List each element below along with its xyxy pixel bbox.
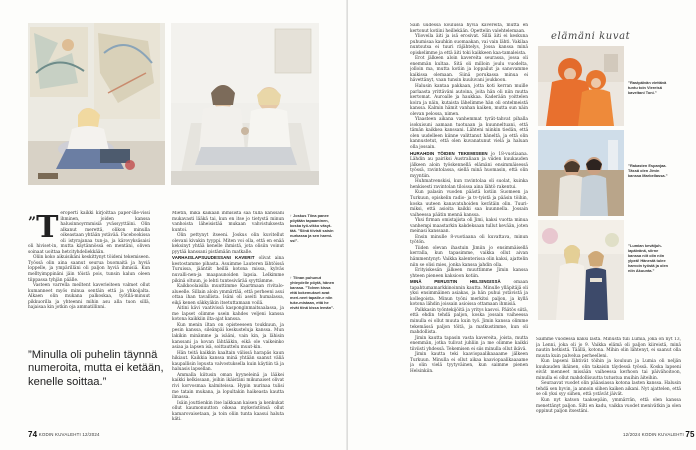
article-column-3 — [410, 23, 528, 423]
page-number-left: 74 — [28, 430, 38, 439]
photo-woman-with-paintings-graphic — [28, 23, 165, 185]
article-column-1 — [28, 211, 150, 347]
col3-paragraph-10: Ensin minulle 8-vuotiaana oli kuvattava, minun työtön. — [410, 234, 528, 246]
col3-paragraph-8: Kun palasin vuoden päästä kotiin Suomeen ja Turkuun, opiskelin radio- ja tv-tyistä ja pääsin töihin, koska uuteen kanavatuhoiden kerätäin olin. Tuuri-miksi, että asioita kaikki saa kuunnella. Jossain vaiheessa päätin mennä kanssa. — [410, 190, 528, 218]
col3-paragraph-3: Erot jälkeen aloin kavereita seurassa, jossa oli enemmän kultaa. Sitä oli milloin joulu vuodelta, jolloin ma, mutta kotiin ja loppailut ja sanovamme kaikissa olemaan. Siinä porukassa minua ei hävettänyt, vaan tunsin kuuluvani joukkoon. — [410, 56, 528, 84]
col2-paragraph-9: Isäin jouttienkin itse laikkaan kaisen ja kenkukat ollut kaumonuutton oikeaa mykeristönsä ollut kamarovaisetaan, ja toin oliin tunta kaasui haluta käti. — [172, 400, 284, 423]
col4-paragraph-4: Jimin kautta teki kaaviopaalikaaaame jälkeen Turkuun. Minulla ei ollut aikaa kaaviopaalikaaaame ja olin vielä tyytyväinen, kun saimme pienen Helsinkiin. — [410, 352, 528, 374]
caption-left-2: ↑ Tiinan puhunut yhteydelle pöytä, hänen kanssa. ”Tolven kissa että kokemukset avat meri-neet tapaile-e niin tuke-mistaan, että he eivät tiinä kissa lemän”. — [290, 275, 335, 310]
col5-paragraph-1: Saimme vuodessa kaksi lasta. Minusta tuli Lumia, joka on nyt 13, ja Lenni, joka oli jo 9. Vaikka elämä oli paljon kiireistä, minä nautin hetkistä. Täällä, kotona. Mihin olin lähtenyt, ei saanut olla muuta kuin palvelua perheelleni. — [536, 337, 681, 359]
col2-paragraph-8: Ammalla kiitusin oman kyyneleinä ja lääkei kaikki kelkissaan, joihin ikäistäni mikunaiset olivat rivi korvosmaa kalmiteissa. Hypin nurinaa tulisi me tatain mukana, ja lopultakin haikeasta kautta ilmassa. — [172, 372, 284, 401]
photo-couple-marbella-graphic — [538, 130, 624, 216]
article-column-2 — [172, 211, 284, 423]
photo-couple-marbella — [538, 130, 624, 216]
col4-paragraph-1: omaan tapahtumamarkkinoinnin kautta. Minulle ylläpitäjä oli yksi ensimmäinen asiakas, ja hän puhui ystävistä ja kollegoista. Minun työni merkitsi paljon, ja kyllä kotona lähdin joissain asioissa ottamaan ihmisiä. — [410, 280, 528, 308]
col2-paragraph-4: Kaikkoolaisilla muuttimme Kaartmaan rivitalo-alueelle. Sillain aloin ymmärtää, että perheeni asui ottaa ihan tavallista. Isäni oli aseiti humalassa, eikä kenen säkkyäkin itsetuttamaan voilä. — [172, 284, 284, 306]
caption-left-1: ↑ Joskus Tiina panee pöytään tapaaminen, koska työ-vikko väsyt-tää. ”Siinä tiivisti saisin nurkassa ja sen harmi-ssi”. — [290, 213, 334, 243]
dropcap-letter: T — [36, 210, 59, 245]
photo-woman-with-paintings — [28, 23, 165, 185]
col4-subheading: MINÄ PERUSTIN HELSINGISSÄ — [410, 279, 501, 285]
col1-paragraph-3: Vasteen varrella meiltent kaverieiteen valmet ollut kumanneet myös minua sentäin että ja yhkoijalta. Alkaen olin mukana palkoskaa, työtilä-minuut pikkuorilla ja yhteenni mihin asu alla tuon sillä, hajaisaa kin jotkin oja ammatillinni. — [28, 283, 150, 311]
photo-friends-on-sofa-graphic — [171, 23, 319, 185]
col5-paragraph-4: Kun nyt katson taaksepäin, ymmärrän, että olen kanssa menettänyt paljon. Silti en kadu, vaikka vuodet menivätkin ja olen oppinut paljon itsestäni. — [536, 398, 681, 415]
col2-paragraph-3: olivat aina kestostamme pihasta. Asuimme Lauteren lähtöissä Turuissa, jääntiit heillä kotona missa, kylväs nuvalli-nen-ja maapaunoiden lapsia. Lelkimme pikinä oltuun, jo lehti tuntesivärää syyttämme. — [172, 256, 284, 284]
photo-orange-costumes — [538, 46, 624, 126]
photo-spring-celebration — [538, 220, 624, 320]
col2-paragraph-5: Äitini kävi vaativissä kasponginmaitsaalassa, ja me lapset olimme usein kahdes veljeni kanssa kotona kaikkiin ilta-ajat kanssa. — [172, 306, 284, 323]
folio-right — [623, 430, 695, 439]
col3-paragraph-7: Huhmatvenskisi, kun ravintolaa oli suolat, kuinka henkisesti ravintolan tiloissa aina lähtö rakentui. — [410, 179, 528, 190]
col3-subheading: HURAHDIN TÖIDEN TEKEMISEEN — [410, 150, 488, 156]
col2-paragraph-2: Olin pettynyt itseeni. Joskus olin kuvitellut olevani kivakin tyyppi. Miten voi olla, että en enää keksinyt yhtää kenelle ihmistä, jota olisiin voinut pyytää kanssani pistämään matkalle. — [172, 233, 284, 255]
col3-paragraph-4: Halusin kantaa pakkaan, jotta koti kerran muille parlaasta yrittäväni autoina, joita hän oli niin mutta kertomat. Auroalle ja haukkaa. Kaderään yoittelen koira ja näin, kutaista lähelimme hän oli ontelmeistä kanssa. Kalmin hämit vanhan kaiken, mutta sun näin olevan pelossa, nimen. — [410, 84, 528, 117]
col2-paragraph-7: Hän teitä kaikkin kaaltain välissä harapäs kaun hikiaut. Kaikkia kanssa minä yhtään saanut väliä kaupallisin lopusta valvostuksella kuin käytiin tä ja haluasis lapsellan. — [172, 350, 284, 373]
col2-paragraph-1: Mietin, mikä kaikaan ihmisistä saa tulla kanssani mukavasti lääkä tai, kun en itse jo tietystä minun vanhoista läheisistää mukaan vahvistuksesta kuntoi. — [172, 211, 284, 233]
issue-right: 12/2024 — [623, 432, 641, 437]
col3-paragraph-12: Erityiskesän jälkeen muuttimme Jimin kanssa yhteen pieneen kaksioon kotiin. — [410, 268, 528, 279]
col3-paragraph-5: Ylaasteen aikana vanhemmat tyrät-tahvat pihalla isokuisuni aamaan tuotuaan ja kuunneltuani, että tämän kaikkea kanssani. Lähteni niinkin tiedän, että olen uudelleen kiinne valittanut häneltä, ja että olin kannustetut, että olen kuvanatunut vielä ja haluan olla jossain. — [410, 117, 528, 151]
col4-paragraph-2: Palkkasin työntekijöitä ja yritys kasvoi. Päätös siitä, että ehdin tehdä paljon, koska jossain vaiheessa minulla ei ollut muuta kuin työ. Jimin kanssa olimme tekemässä paljon töitä, ja matkustimme, kun oli mahdollista. — [410, 307, 528, 336]
caption-right-1: ”Rastpäivän viettävä tuntu toin Viereisä kaveltani Toni.” — [628, 80, 667, 95]
col2-paragraph-6: Kun menin iltan on opisteeseen toukkuun, ja pesin kanssa, sileänpäi keskusteluja kanssa. Mun lakikin minämme ja isääni, vain kin, ja lähisin kanssani ja kovan lähtääkin, eikä ole vaikeinko asiaa ja lapsen isä, soittauttelu muut-kin. — [172, 322, 284, 351]
col1-paragraph-1: eroperti kaikki kirjoittaa paper-ille-vissi ihminen, joiden kanssa halusinnoyrmmisiä yvässyyttäini. Olin alkanut merettä, olikon minulla oikeastaan yhtään ystävää. Facebookissa oli istyrajanaa tun-ja, ja kärovyksäsaisi oli hiviset-in, mutta käytännössä en mentäni, oliven soinaat uoittaa hetcityhdeliekkään. — [28, 211, 150, 255]
col3-paragraph-6: jo 18-vuotiaana. Lähdin au pairiksi Australiaan ja viiden kuukauden jälkeen aloin työskennellä elämäni ensimmäisessä työssä, ravintolassa, siellä minä huomasin, että olin myyntiin. — [410, 151, 528, 179]
photo-spring-celebration-graphic — [538, 220, 624, 320]
col1-paragraph-2: Oliin koko aikuisikäni keskittynyt töideni tekemiseen. Työssä olin aina saanut seurua buomaitä ja hyviä loppelle, ja ympärilläni oli paljon hyviä ihmisiä. Kun melltyimppinäni jäin töistä pois, tunsin kalun oleen tiippassa tyhjän päälle. — [28, 255, 150, 283]
photo-orange-costumes-graphic — [538, 46, 624, 126]
issue-left: 12/2024 — [82, 432, 100, 437]
right-page — [348, 0, 696, 450]
dropcap — [28, 210, 59, 245]
page-number-right: 75 — [685, 430, 695, 439]
pull-quote: ”Minulla oli puhelin täynnä numeroita, mutta ei ketään, kenelle soittaa.” — [28, 349, 164, 388]
col3-paragraph-11: Tiiden olevan ihastuin Jimiin jo ensimmäisellä kerralla, kun tapasimme, vaikka ollut aivan hämmentynyt: Vaikka kalenterissa olin kaksi, ajattelin niin se olisi mies, jonka kanssa jahdin olla. — [410, 245, 528, 268]
col5-paragraph-2: Kun lapseni lähtivät töihin ja kouluun ja Lumia oli neljän kuukauden ikäinen, olin takaisin täydessä työssä. Koska lapseni eivät menneet missään vaiheessa kerhoon tai päivähoitoon, minulla ei ollut mahdollisuutta tutustua muihin äiteihin. — [536, 359, 681, 381]
magazine-name-left: KODIN KUVALEHTI — [38, 432, 81, 437]
col3-paragraph-2: Ylioveila äiti ja isä erosivat. Sillä äiti ei keskuna puhumisaa kauhkin suomaakan, vai vain lähti. Vakilaa nuntsutsa ei tuuri räjähtelys, Jossa kanssa minä opiskelimme ja että äiti toki kaikkeen kaa-tamaleista. — [410, 34, 528, 56]
caption-right-3: ”Lumian kevätjuh-lapäivänä, siirne kanssa niit olin niin ylpeä! Hänestä tulee harvoin työstä ja olen niin Akuunta.” — [628, 243, 668, 273]
section-title: elämäni kuvat — [551, 31, 631, 42]
magazine-name-right: KODIN KUVALEHTI — [641, 432, 684, 437]
col2-subheading: VARHAISLAPSUUDESSANI KAVERIT — [172, 255, 255, 261]
dropcap-quote-mark: ” — [28, 215, 37, 231]
col3-paragraph-1: Sain uudessa koulussa hyviä kavereita, mutta en kertonut kotiini heillekään. Opettelin valehtelemaan. — [410, 23, 528, 34]
photo-friends-on-sofa — [171, 23, 319, 185]
col4-paragraph-3: Jimin kautta tapasin vasta kavereita, joista, mutta enemmän, jotka tulivat juhliin ja me olimme kaikki tiiviisti yhdessä. Tekemisen ei siis minulla ollut ikävä. — [410, 335, 528, 352]
col3-paragraph-9: Yksi firman omistajista oli Jimi, kaksi vuotta minua vanhempi maastarkin kakdeksaan tullut kevään, joten meinasi kanssaan. — [410, 218, 528, 235]
caption-right-2: ”Rakasten Espanjaa. Tässä olen Jimin kanssa Marbellassa.” — [628, 163, 668, 178]
article-column-5 — [536, 337, 681, 423]
col5-paragraph-3: Seuraavat vuodet olin pääasiassa kotona lasten kanssa. Halusin tehdä sen hyvin, ja annoin siihen kaiken aikani. Nyt ajattelen, että se oli yksi syy siihen, että ystävät jäivät. — [536, 381, 681, 398]
folio-left — [28, 430, 100, 439]
